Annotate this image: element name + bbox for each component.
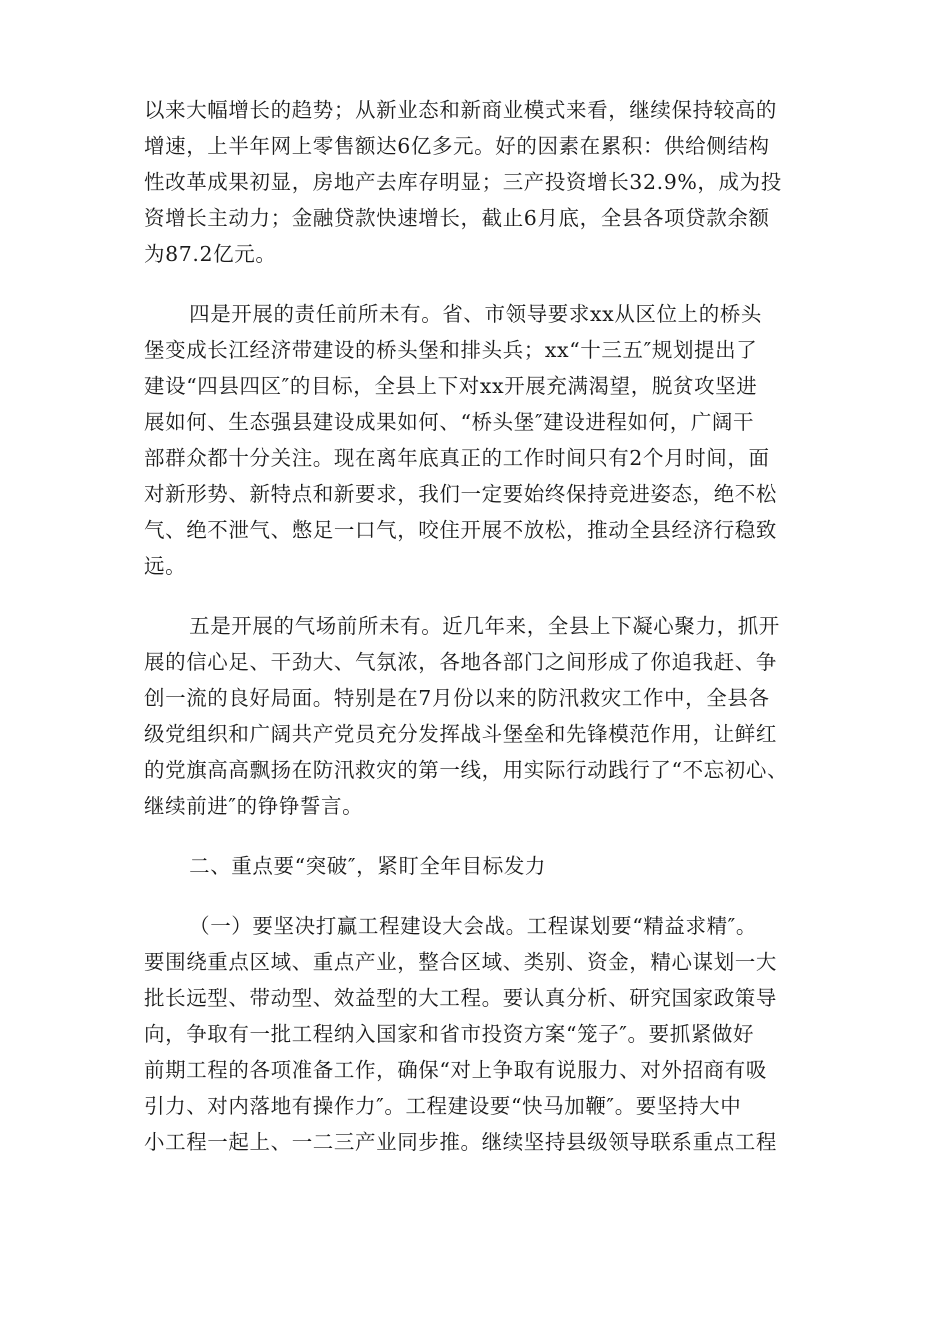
text-line: 四是开展的责任前所未有。省、市领导要求xx从区位上的桥头 <box>189 302 763 326</box>
text-line: 远。 <box>144 554 187 578</box>
text-line: 向，争取有一批工程纳入国家和省市投资方案“笼子″。要抓紧做好 <box>144 1022 755 1046</box>
text-line: 五是开展的气场前所未有。近几年来，全县上下凝心聚力，抓开 <box>189 614 780 638</box>
text-line: 要围绕重点区域、重点产业，整合区域、类别、资金，精心谋划一大 <box>144 950 777 974</box>
paragraph-atmosphere <box>144 608 806 824</box>
text-line: 小工程一起上、一二三产业同步推。继续坚持县级领导联系重点工程 <box>144 1130 777 1154</box>
text-line: 级党组织和广阔共产党员充分发挥战斗堡垒和先锋模范作用，让鲜红 <box>144 722 777 746</box>
text-line: 批长远型、带动型、效益型的大工程。要认真分析、研究国家政策导 <box>144 986 777 1010</box>
text-line: 前期工程的各项准备工作，确保“对上争取有说服力、对外招商有吸 <box>144 1058 767 1082</box>
text-line: 展的信心足、干劲大、气氛浓，各地各部门之间形成了你追我赶、争 <box>144 650 777 674</box>
text-line: 展如何、生态强县建设成果如何、“桥头堡″建设进程如何，广阔干 <box>144 410 755 434</box>
text-line: 创一流的良好局面。特别是在7月份以来的防汛救灾工作中，全县各 <box>144 686 770 710</box>
heading-line: 二、重点要“突破″，紧盯全年目标发力 <box>189 854 547 878</box>
text-line: 资增长主动力；金融贷款快速增长，截止6月底，全县各项贷款余额 <box>144 206 770 230</box>
text-line: 性改革成果初显，房地产去库存明显；三产投资增长32.9%，成为投 <box>144 170 782 194</box>
text-line: 堡变成长江经济带建设的桥头堡和排头兵；xx“十三五″规划提出了 <box>144 338 758 362</box>
paragraph-responsibility <box>144 296 806 584</box>
text-line: 为87.2亿元。 <box>144 242 277 266</box>
text-line: 增速，上半年网上零售额达6亿多元。好的因素在累积：供给侧结构 <box>144 134 770 158</box>
text-line: 建设“四县四区″的目标，全县上下对xx开展充满渴望，脱贫攻坚进 <box>144 374 758 398</box>
text-line: 以来大幅增长的趋势；从新业态和新商业模式来看，继续保持较高的 <box>144 98 777 122</box>
text-line: 的党旗高高飘扬在防汛救灾的第一线，用实际行动践行了“不忘初心、 <box>144 758 789 782</box>
text-line: 引力、对内落地有操作力″。工程建设要“快马加鞭″。要坚持大中 <box>144 1094 742 1118</box>
paragraph-project-construction <box>144 908 806 1160</box>
text-line: 对新形势、新特点和新要求，我们一定要始终保持竞进姿态，绝不松 <box>144 482 777 506</box>
text-line: 继续前进″的铮铮誓言。 <box>144 794 364 818</box>
section-heading <box>144 848 806 884</box>
text-line: （一）要坚决打赢工程建设大会战。工程谋划要“精益求精″。 <box>189 914 758 938</box>
document-body <box>144 92 806 1184</box>
text-line: 部群众都十分关注。现在离年底真正的工作时间只有2个月时间，面 <box>144 446 770 470</box>
paragraph-economy-continuation <box>144 92 806 272</box>
text-line: 气、绝不泄气、憋足一口气，咬住开展不放松，推动全县经济行稳致 <box>144 518 777 542</box>
